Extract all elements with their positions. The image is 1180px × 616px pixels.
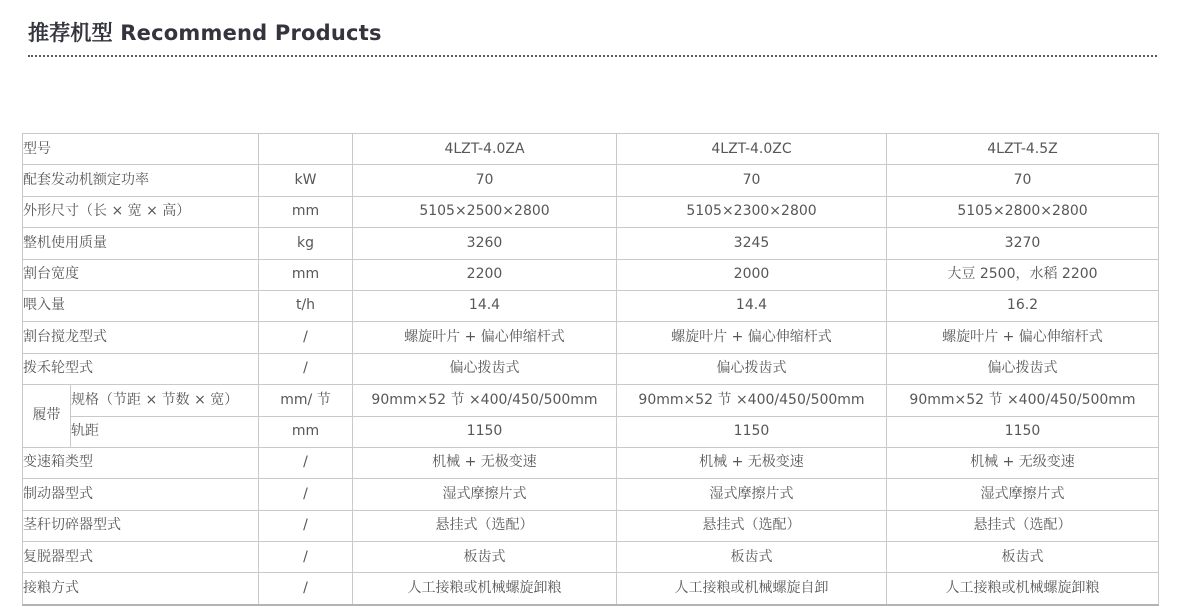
row-label: 拨禾轮型式 bbox=[23, 353, 259, 384]
row-group-label: 履带 bbox=[23, 385, 71, 448]
cell-value: 2000 bbox=[617, 259, 887, 290]
row-unit: / bbox=[259, 573, 353, 605]
row-unit: / bbox=[259, 447, 353, 478]
cell-value: 机械 + 无级变速 bbox=[887, 447, 1159, 478]
row-unit: / bbox=[259, 542, 353, 573]
row-label: 割台宽度 bbox=[23, 259, 259, 290]
row-label: 轨距 bbox=[71, 416, 259, 447]
cell-value: 5105×2800×2800 bbox=[887, 196, 1159, 227]
table-row bbox=[23, 385, 1159, 416]
row-unit: / bbox=[259, 353, 353, 384]
row-label: 整机使用质量 bbox=[23, 228, 259, 259]
cell-value: 偏心拨齿式 bbox=[353, 353, 617, 384]
row-label: 喂入量 bbox=[23, 290, 259, 321]
row-label: 复脱器型式 bbox=[23, 542, 259, 573]
table-row bbox=[23, 447, 1159, 478]
row-label: 外形尺寸（长 × 宽 × 高） bbox=[23, 196, 259, 227]
title-divider bbox=[28, 55, 1157, 57]
cell-value: 悬挂式（选配） bbox=[617, 510, 887, 541]
table-row bbox=[23, 259, 1159, 290]
cell-value: 16.2 bbox=[887, 290, 1159, 321]
row-unit: mm bbox=[259, 196, 353, 227]
cell-value: 人工接粮或机械螺旋卸粮 bbox=[887, 573, 1159, 605]
cell-value: 1150 bbox=[617, 416, 887, 447]
cell-value: 人工接粮或机械螺旋自卸 bbox=[617, 573, 887, 605]
cell-value: 板齿式 bbox=[353, 542, 617, 573]
cell-value: 悬挂式（选配） bbox=[887, 510, 1159, 541]
model-name: 4LZT-4.0ZC bbox=[617, 134, 887, 165]
cell-value: 14.4 bbox=[617, 290, 887, 321]
row-label: 割台搅龙型式 bbox=[23, 322, 259, 353]
row-unit: / bbox=[259, 322, 353, 353]
row-label: 变速箱类型 bbox=[23, 447, 259, 478]
cell-value: 板齿式 bbox=[617, 542, 887, 573]
cell-value: 90mm×52 节 ×400/450/500mm bbox=[887, 385, 1159, 416]
cell-value: 偏心拨齿式 bbox=[617, 353, 887, 384]
table-row bbox=[23, 542, 1159, 573]
table-header-row bbox=[23, 134, 1159, 165]
cell-value: 机械 + 无极变速 bbox=[617, 447, 887, 478]
cell-value: 大豆 2500，水稻 2200 bbox=[887, 259, 1159, 290]
table-row bbox=[23, 228, 1159, 259]
cell-value: 悬挂式（选配） bbox=[353, 510, 617, 541]
cell-value: 螺旋叶片 + 偏心伸缩杆式 bbox=[353, 322, 617, 353]
cell-value: 螺旋叶片 + 偏心伸缩杆式 bbox=[887, 322, 1159, 353]
cell-value: 90mm×52 节 ×400/450/500mm bbox=[353, 385, 617, 416]
cell-value: 70 bbox=[353, 165, 617, 196]
row-unit: / bbox=[259, 479, 353, 510]
row-label-model: 型号 bbox=[23, 134, 259, 165]
row-label: 配套发动机额定功率 bbox=[23, 165, 259, 196]
page-title: 推荐机型 Recommend Products bbox=[28, 21, 382, 45]
cell-value: 湿式摩擦片式 bbox=[353, 479, 617, 510]
cell-value: 偏心拨齿式 bbox=[887, 353, 1159, 384]
row-label: 制动器型式 bbox=[23, 479, 259, 510]
table-row bbox=[23, 196, 1159, 227]
cell-value: 湿式摩擦片式 bbox=[887, 479, 1159, 510]
cell-value: 螺旋叶片 + 偏心伸缩杆式 bbox=[617, 322, 887, 353]
table-row bbox=[23, 165, 1159, 196]
table-row bbox=[23, 353, 1159, 384]
page-header bbox=[28, 18, 1157, 57]
cell-value: 70 bbox=[617, 165, 887, 196]
row-unit: / bbox=[259, 510, 353, 541]
cell-value: 3260 bbox=[353, 228, 617, 259]
model-name: 4LZT-4.5Z bbox=[887, 134, 1159, 165]
table-row bbox=[23, 573, 1159, 605]
cell-value: 90mm×52 节 ×400/450/500mm bbox=[617, 385, 887, 416]
cell-value: 2200 bbox=[353, 259, 617, 290]
row-unit: kW bbox=[259, 165, 353, 196]
cell-value: 湿式摩擦片式 bbox=[617, 479, 887, 510]
spec-table bbox=[22, 133, 1159, 606]
cell-value: 14.4 bbox=[353, 290, 617, 321]
row-unit: mm bbox=[259, 416, 353, 447]
row-unit: mm bbox=[259, 259, 353, 290]
cell-value: 3270 bbox=[887, 228, 1159, 259]
unit-cell bbox=[259, 134, 353, 165]
cell-value: 1150 bbox=[353, 416, 617, 447]
row-label: 茎秆切碎器型式 bbox=[23, 510, 259, 541]
table-row bbox=[23, 479, 1159, 510]
table-row bbox=[23, 510, 1159, 541]
cell-value: 板齿式 bbox=[887, 542, 1159, 573]
model-name: 4LZT-4.0ZA bbox=[353, 134, 617, 165]
cell-value: 人工接粮或机械螺旋卸粮 bbox=[353, 573, 617, 605]
row-label: 规格（节距 × 节数 × 宽） bbox=[71, 385, 259, 416]
row-unit: kg bbox=[259, 228, 353, 259]
row-label: 接粮方式 bbox=[23, 573, 259, 605]
cell-value: 5105×2500×2800 bbox=[353, 196, 617, 227]
cell-value: 1150 bbox=[887, 416, 1159, 447]
cell-value: 70 bbox=[887, 165, 1159, 196]
cell-value: 机械 + 无极变速 bbox=[353, 447, 617, 478]
cell-value: 5105×2300×2800 bbox=[617, 196, 887, 227]
table-row bbox=[23, 290, 1159, 321]
row-unit: mm/ 节 bbox=[259, 385, 353, 416]
cell-value: 3245 bbox=[617, 228, 887, 259]
table-row bbox=[23, 416, 1159, 447]
table-row bbox=[23, 322, 1159, 353]
row-unit: t/h bbox=[259, 290, 353, 321]
